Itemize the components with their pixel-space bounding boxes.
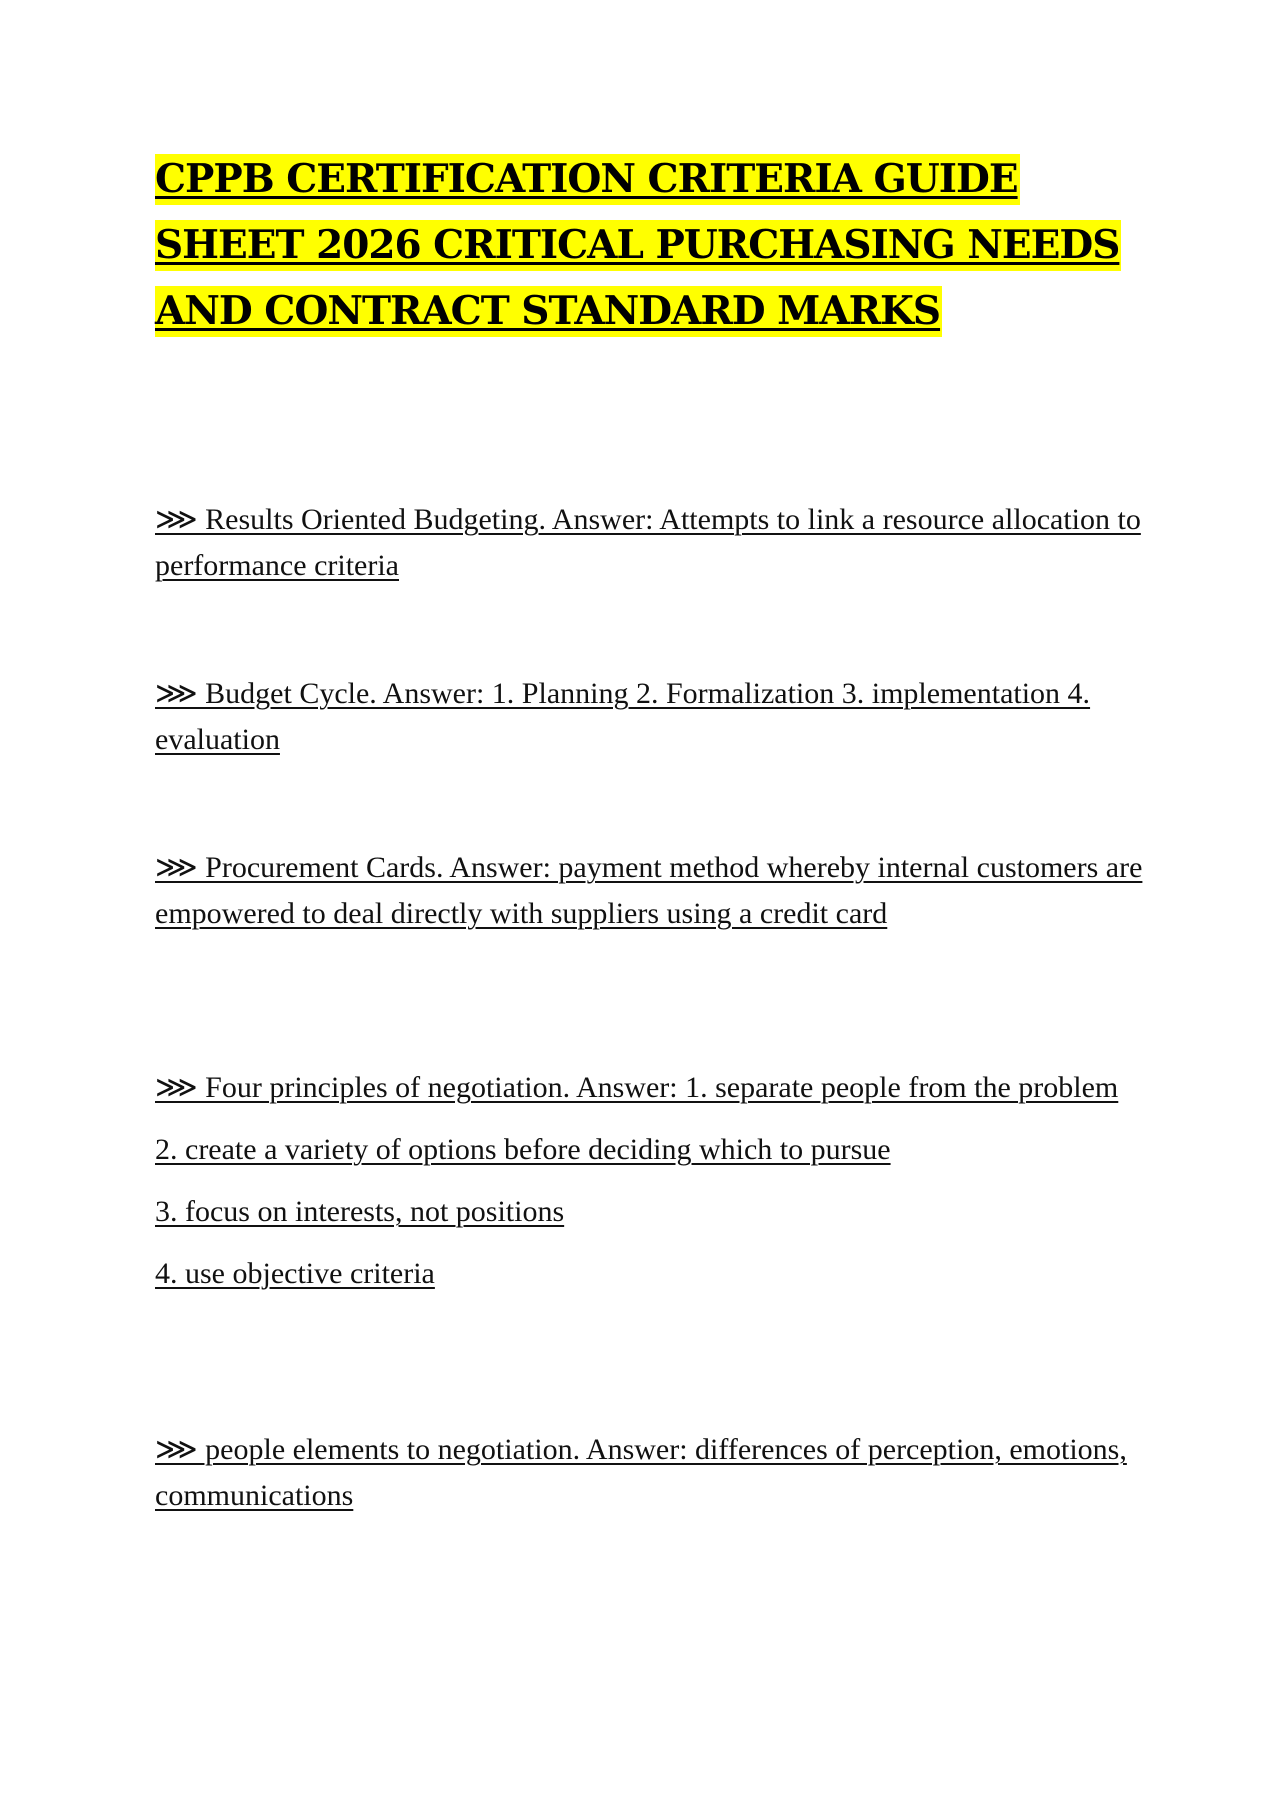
document-title <box>155 154 1155 352</box>
qa-item-procurement-cards <box>155 845 1145 937</box>
qa-subline: 3. focus on interests, not positions <box>155 1195 565 1228</box>
qa-text: ⋙ Procurement Cards. Answer: payment method whereby internal customers are empowered to deal directly with suppliers using a credit card <box>155 851 1143 930</box>
qa-text: ⋙ Budget Cycle. Answer: 1. Planning 2. Formalization 3. implementation 4. evaluation <box>155 677 1091 756</box>
qa-item-negotiation-principles <box>155 1065 1145 1297</box>
qa-item-results-oriented-budgeting <box>155 497 1145 589</box>
qa-subline: 2. create a variety of options before deciding which to pursue <box>155 1133 891 1166</box>
qa-text: ⋙ people elements to negotiation. Answer: differences of perception, emotions, communications <box>155 1433 1127 1512</box>
title-line-1: CPPB CERTIFICATION CRITERIA GUIDE <box>155 154 1020 205</box>
qa-item-budget-cycle <box>155 671 1145 763</box>
title-line-2: SHEET 2026 CRITICAL PURCHASING NEEDS <box>155 220 1121 271</box>
qa-item-people-elements <box>155 1427 1145 1519</box>
qa-subline: 4. use objective criteria <box>155 1257 435 1290</box>
title-line-3: AND CONTRACT STANDARD MARKS <box>155 286 942 337</box>
qa-text: ⋙ Results Oriented Budgeting. Answer: Attempts to link a resource allocation to performance criteria <box>155 503 1141 582</box>
qa-text: ⋙ Four principles of negotiation. Answer: 1. separate people from the problem <box>155 1071 1119 1104</box>
